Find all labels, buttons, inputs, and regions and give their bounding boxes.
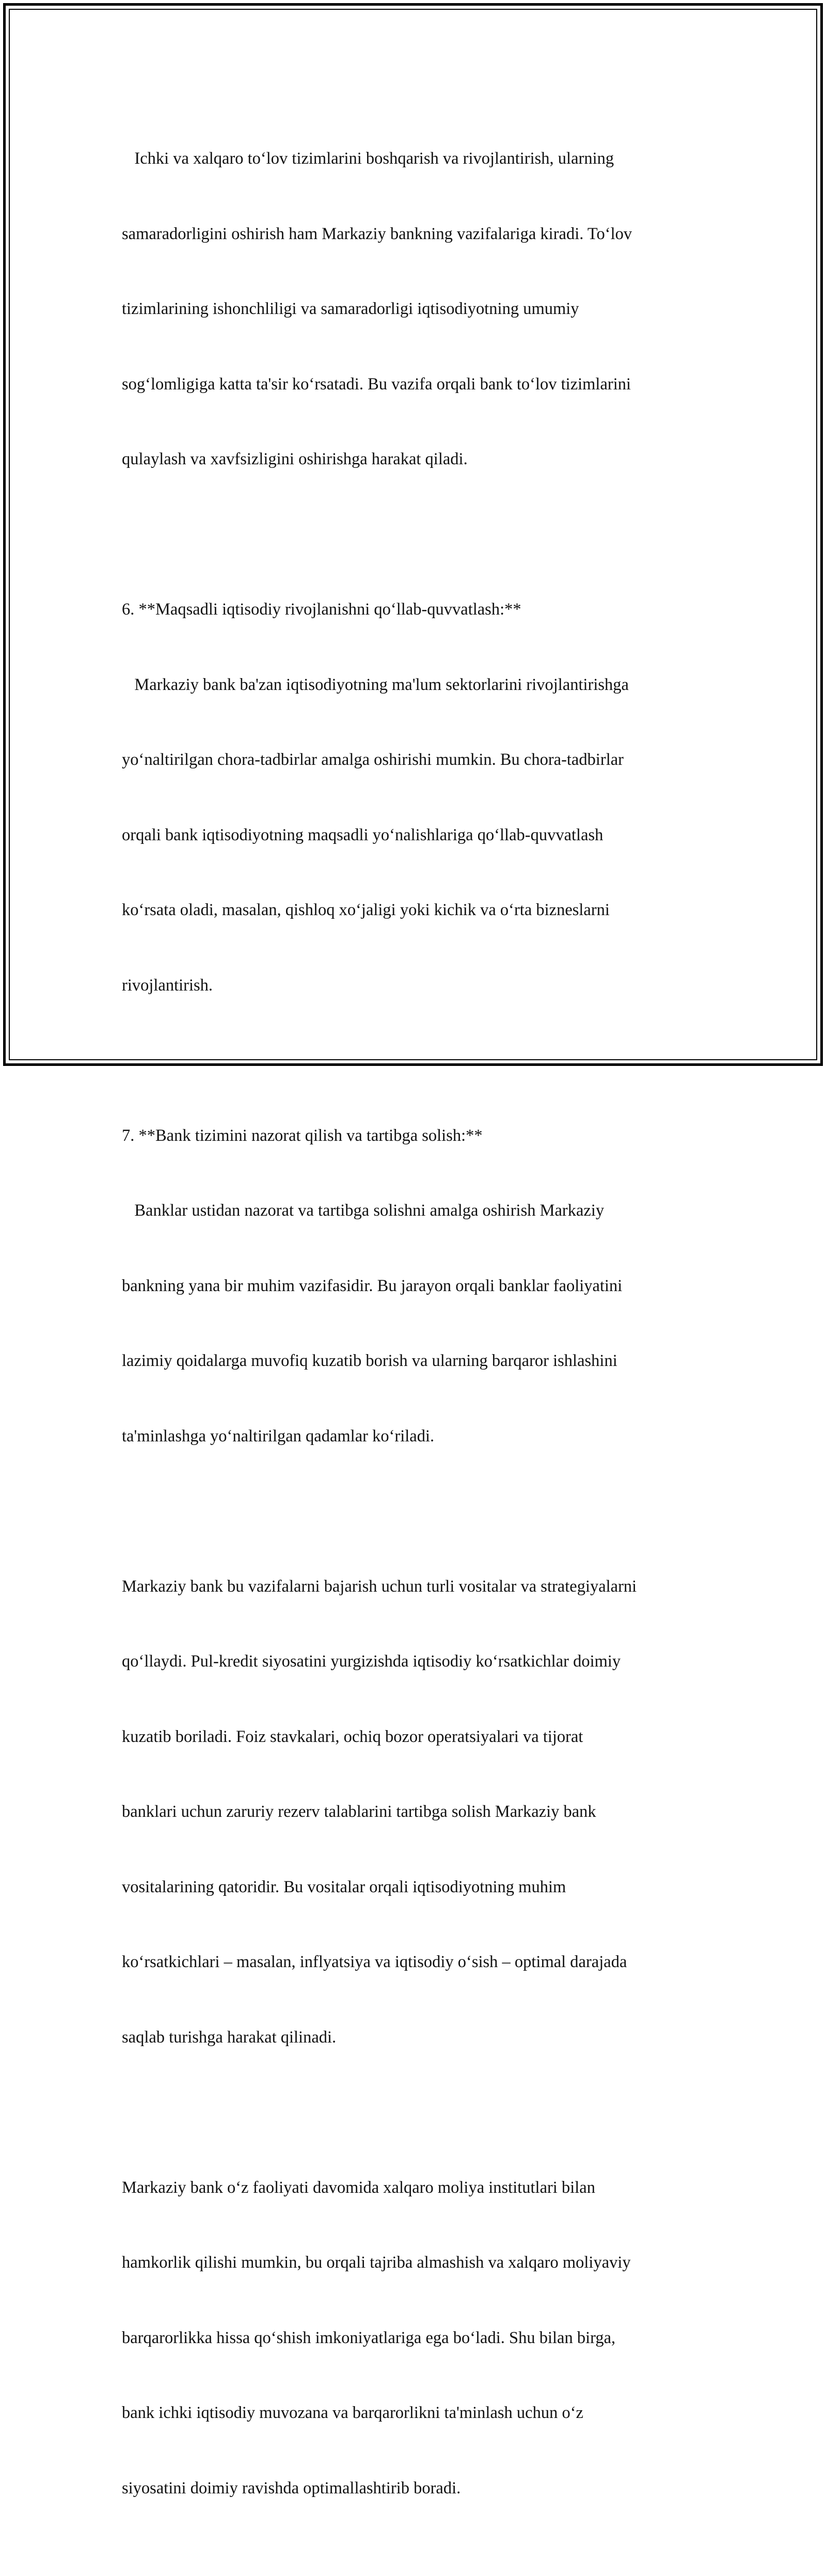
text-line: Banklar ustidan nazorat va tartibga solishni amalga oshirish Markaziy — [122, 1201, 605, 1220]
text-line: rivojlantirish. — [122, 976, 213, 995]
text-line: qo‘llaydi. Pul-kredit siyosatini yurgizishda iqtisodiy ko‘rsatkichlar doimiy — [122, 1652, 621, 1671]
text-line: qulaylash va xavfsizligini oshirishga harakat qiladi. — [122, 450, 468, 468]
text-line: lazimiy qoidalarga muvofiq kuzatib borish va ularning barqaror ishlashini — [122, 1352, 617, 1370]
text-line: Ichki va xalqaro to‘lov tizimlarini boshqarish va rivojlantirish, ularning — [122, 149, 614, 168]
text-line: hamkorlik qilishi mumkin, bu orqali tajriba almashish va xalqaro moliyaviy — [122, 2253, 631, 2272]
text-line: orqali bank iqtisodiyotning maqsadli yo‘nalishlariga qo‘llab-quvvatlash — [122, 825, 603, 844]
item-heading: 7. **Bank tizimini nazorat qilish va tartibga solish:** — [122, 1126, 483, 1145]
text-line: bankning yana bir muhim vazifasidir. Bu jarayon orqali banklar faoliyatini — [122, 1276, 623, 1295]
text-line: ko‘rsatkichlari – masalan, inflyatsiya va iqtisodiy o‘sish – optimal darajada — [122, 1953, 627, 1971]
text-line: sog‘lomligiga katta ta'sir ko‘rsatadi. Bu vazifa orqali bank to‘lov tizimlarini — [122, 374, 631, 394]
text-line: Markaziy bank ba'zan iqtisodiyotning ma'lum sektorlarini rivojlantirishga — [122, 675, 629, 694]
text-line: ta'minlashga yo‘naltirilgan qadamlar ko‘riladi. — [122, 1426, 435, 1446]
text-line: yo‘naltirilgan chora-tadbirlar amalga oshirishi mumkin. Bu chora-tadbirlar — [122, 750, 624, 769]
text-line: Markaziy bank bu vazifalarni bajarish uchun turli vositalar va strategiyalarni — [122, 1577, 637, 1596]
document-body — [122, 96, 716, 2576]
text-line: kuzatib boriladi. Foiz stavkalari, ochiq bozor operatsiyalari va tijorat — [122, 1727, 583, 1746]
paragraph-item-7 — [122, 1073, 716, 1499]
text-line: banklari uchun zaruriy rezerv talablarini tartibga solish Markaziy bank — [122, 1802, 596, 1821]
item-heading: 6. **Maqsadli iqtisodiy rivojlanishni qo‘llab-quvvatlash:** — [122, 600, 521, 619]
paragraph-item-6 — [122, 547, 716, 1048]
text-line: ko‘rsata oladi, masalan, qishloq xo‘jaligi yoki kichik va o‘rta bizneslarni — [122, 901, 610, 919]
paragraph-payment-systems — [122, 96, 716, 522]
paragraph-cooperation — [122, 2125, 716, 2551]
text-line: samaradorligini oshirish ham Markaziy bankning vazifalariga kiradi. To‘lov — [122, 224, 632, 243]
text-line: saqlab turishga harakat qilinadi. — [122, 2028, 337, 2047]
text-line: siyosatini doimiy ravishda optimallashtirib boradi. — [122, 2478, 461, 2498]
text-line: tizimlarining ishonchliligi va samaradorligi iqtisodiyotning umumiy — [122, 300, 579, 318]
text-line: Markaziy bank o‘z faoliyati davomida xalqaro moliya institutlari bilan — [122, 2178, 595, 2197]
text-line: bank ichki iqtisodiy muvozana va barqarorlikni ta'minlash uchun o‘z — [122, 2404, 583, 2422]
paragraph-tools — [122, 1524, 716, 2100]
text-line: barqarorlikka hissa qo‘shish imkoniyatlariga ega bo‘ladi. Shu bilan birga, — [122, 2328, 616, 2347]
text-line: vositalarining qatoridir. Bu vositalar orqali iqtisodiyotning muhim — [122, 1877, 566, 1896]
